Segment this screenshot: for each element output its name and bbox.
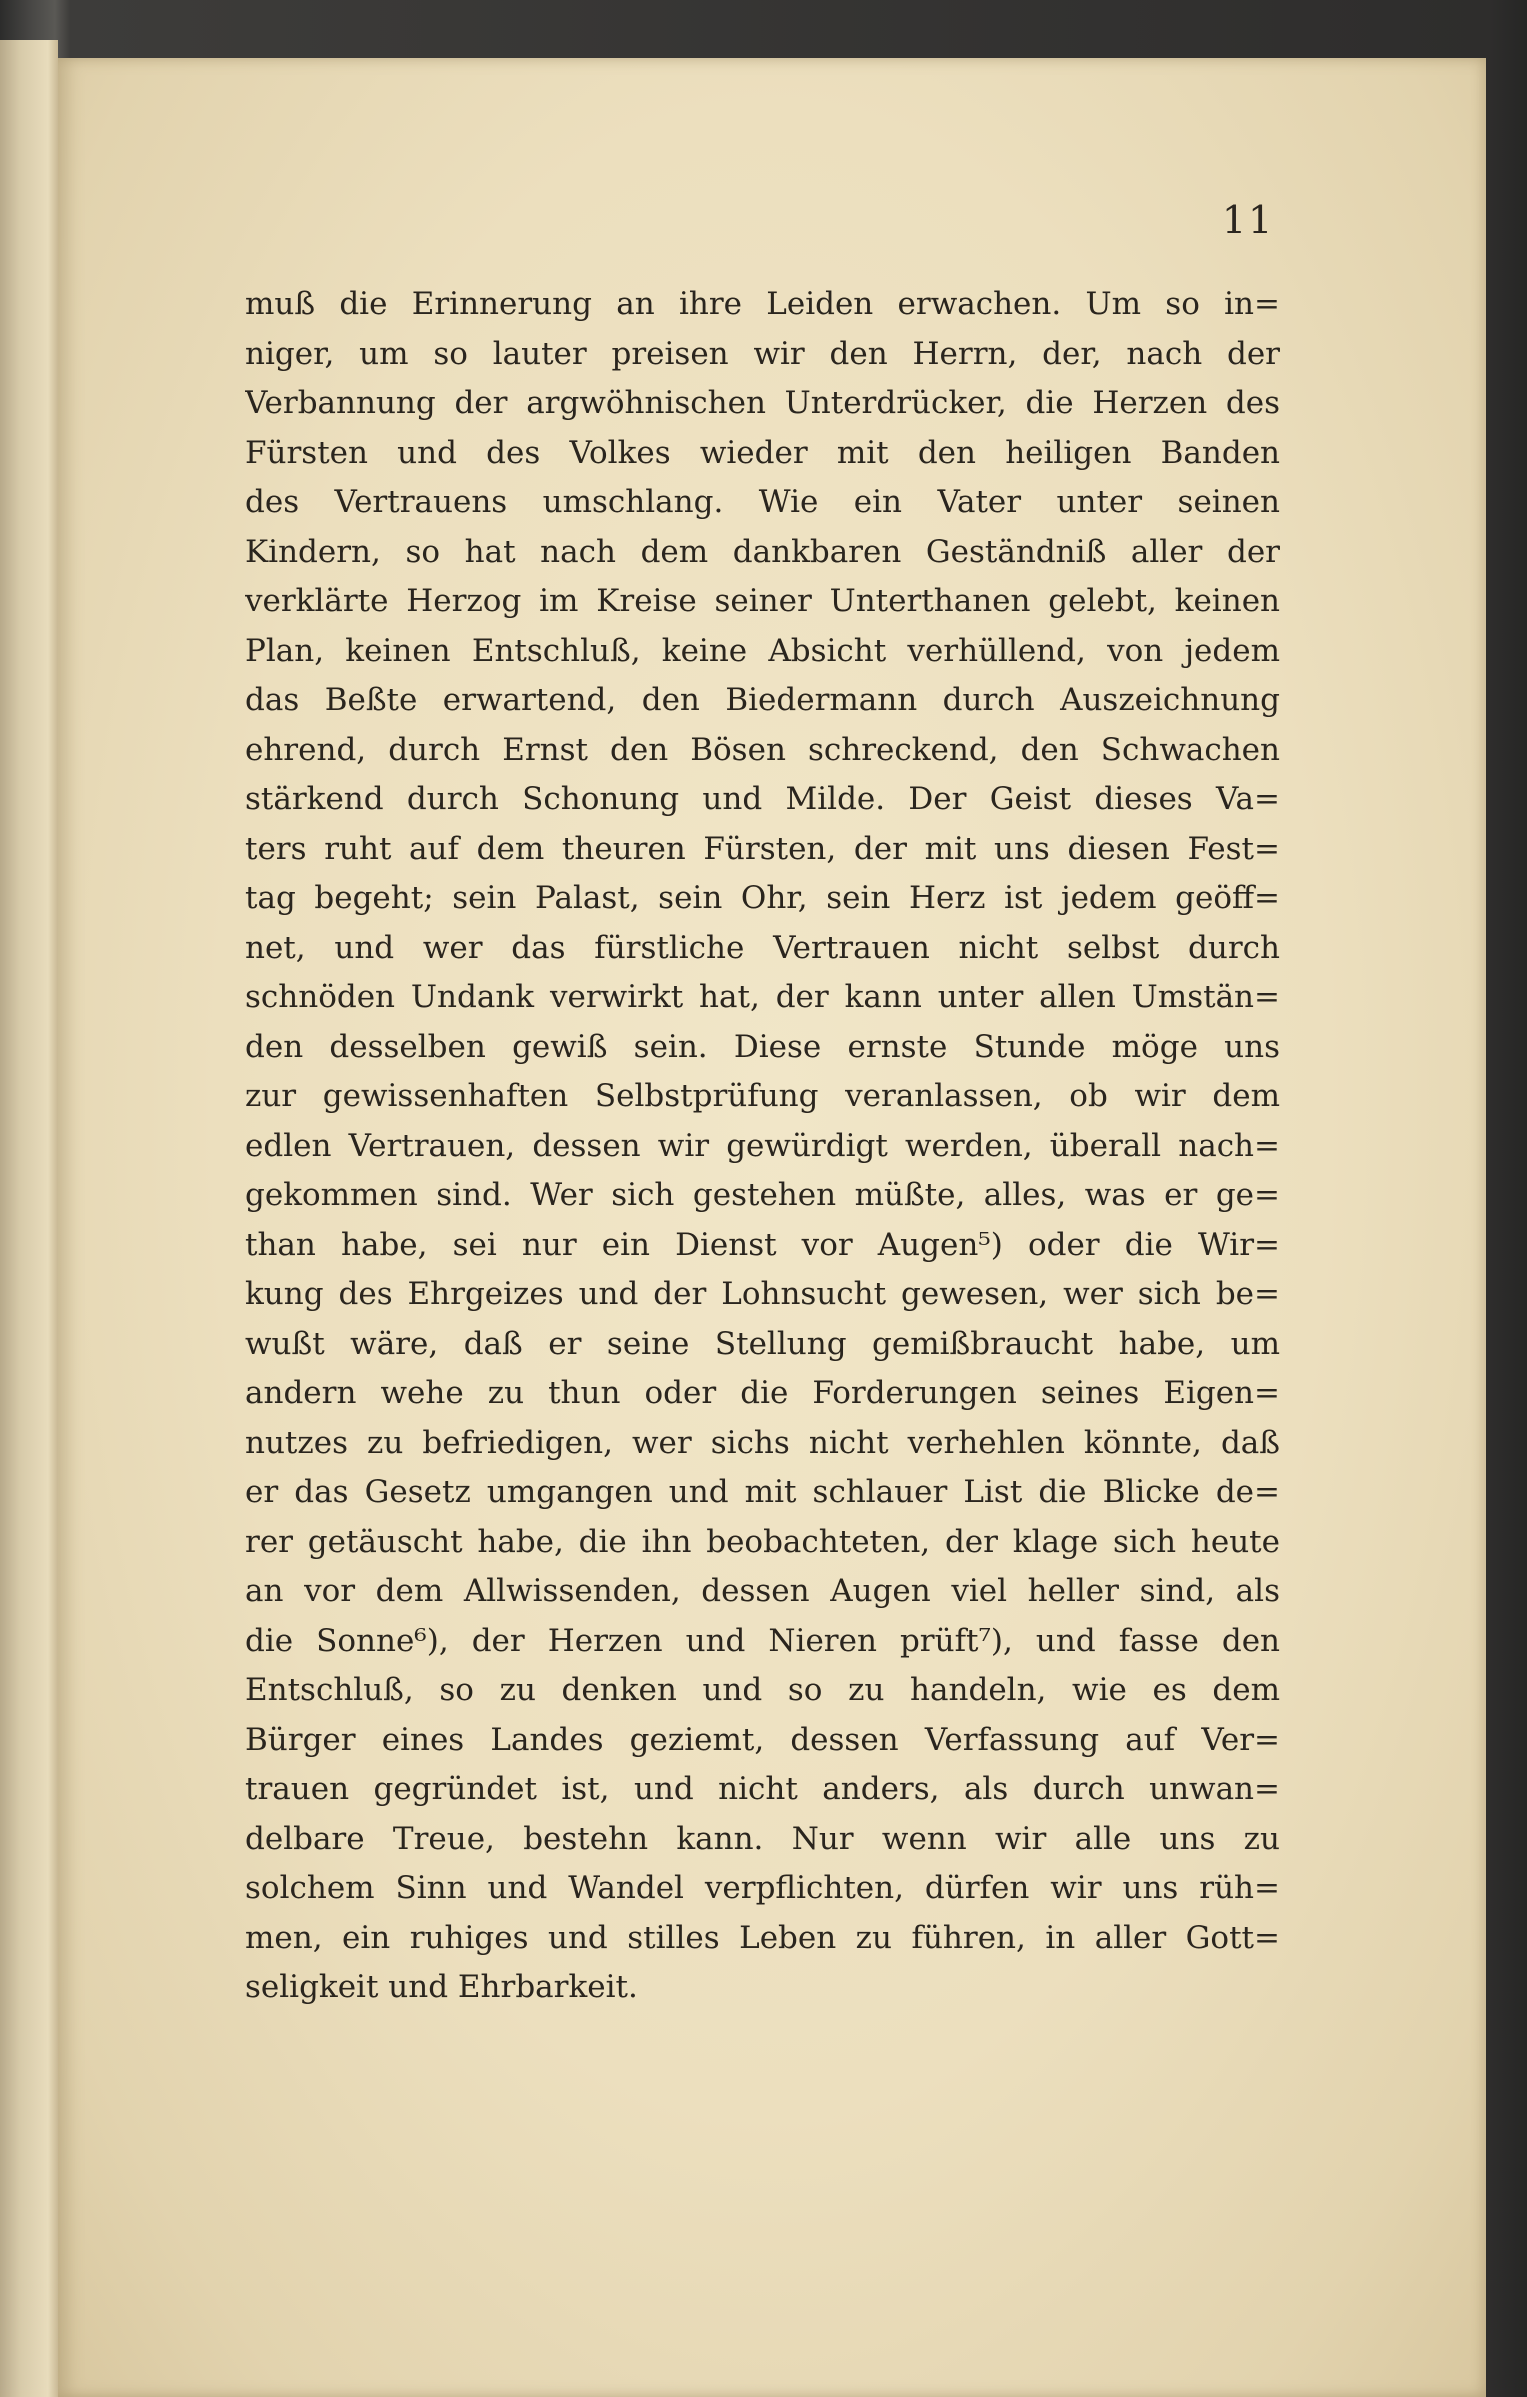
text-line: zur gewissenhaften Selbstprüfung veranlassen, ob wir dem: [245, 1078, 1280, 1114]
text-line: ehrend, durch Ernst den Bösen schreckend, den Schwachen: [245, 731, 1280, 768]
text-line: Fürsten und des Volkes wieder mit den heiligen Banden: [245, 434, 1280, 471]
text-line: Plan, keinen Entschluß, keine Absicht verhüllend, von jedem: [245, 632, 1280, 669]
text-line: net, und wer das fürstliche Vertrauen nicht selbst durch: [245, 929, 1280, 966]
text-line: nutzes zu befriedigen, wer sichs nicht verhehlen könnte, daß: [245, 1424, 1280, 1461]
text-line: trauen gegründet ist, und nicht anders, als durch unwan=: [245, 1771, 1280, 1807]
text-line: ters ruht auf dem theuren Fürsten, der mit uns diesen Fest=: [245, 830, 1280, 867]
text-line: edlen Vertrauen, dessen wir gewürdigt werden, überall nach=: [245, 1127, 1280, 1164]
page-number: 11: [1222, 198, 1275, 242]
text-line-last: seligkeit und Ehrbarkeit.: [245, 1969, 638, 2005]
text-line: verklärte Herzog im Kreise seiner Unterthanen gelebt, keinen: [245, 583, 1280, 619]
text-line: das Beßte erwartend, den Biedermann durch Auszeichnung: [245, 682, 1280, 718]
body-text: [245, 280, 1280, 2013]
text-line: niger, um so lauter preisen wir den Herrn, der, nach der: [245, 335, 1280, 372]
text-line: Verbannung der argwöhnischen Unterdrücker, die Herzen des: [245, 385, 1280, 421]
text-line: die Sonne⁶), der Herzen und Nieren prüft⁷), und fasse den: [245, 1622, 1280, 1659]
text-line: tag begeht; sein Palast, sein Ohr, sein Herz ist jedem geöff=: [245, 880, 1280, 916]
text-line: andern wehe zu thun oder die Forderungen seines Eigen=: [245, 1375, 1280, 1411]
text-line: gekommen sind. Wer sich gestehen müßte, alles, was er ge=: [245, 1177, 1280, 1213]
text-line: an vor dem Allwissenden, dessen Augen viel heller sind, als: [245, 1573, 1280, 1609]
text-line: than habe, sei nur ein Dienst vor Augen⁵) oder die Wir=: [245, 1226, 1280, 1263]
text-line: Kindern, so hat nach dem dankbaren Geständniß aller der: [245, 533, 1280, 570]
left-page-edge: [0, 40, 58, 2397]
text-line: des Vertrauens umschlang. Wie ein Vater unter seinen: [245, 484, 1280, 520]
text-line: den desselben gewiß sein. Diese ernste Stunde möge uns: [245, 1028, 1280, 1065]
text-line: rer getäuscht habe, die ihn beobachteten, der klage sich heute: [245, 1523, 1280, 1560]
text-line: wußt wäre, daß er seine Stellung gemißbraucht habe, um: [245, 1325, 1280, 1362]
text-line: solchem Sinn und Wandel verpflichten, dürfen wir uns rüh=: [245, 1870, 1280, 1906]
text-line: stärkend durch Schonung und Milde. Der Geist dieses Va=: [245, 781, 1280, 817]
text-line: er das Gesetz umgangen und mit schlauer List die Blicke de=: [245, 1474, 1280, 1510]
text-line: Bürger eines Landes geziemt, dessen Verfassung auf Ver=: [245, 1721, 1280, 1758]
text-line: delbare Treue, bestehn kann. Nur wenn wir alle uns zu: [245, 1820, 1280, 1857]
text-line: kung des Ehrgeizes und der Lohnsucht gewesen, wer sich be=: [245, 1276, 1280, 1312]
text-line: Entschluß, so zu denken und so zu handeln, wie es dem: [245, 1672, 1280, 1708]
text-line: muß die Erinnerung an ihre Leiden erwachen. Um so in=: [245, 286, 1280, 322]
text-line: men, ein ruhiges und stilles Leben zu führen, in aller Gott=: [245, 1919, 1280, 1956]
text-line: schnöden Undank verwirkt hat, der kann unter allen Umstän=: [245, 979, 1280, 1015]
